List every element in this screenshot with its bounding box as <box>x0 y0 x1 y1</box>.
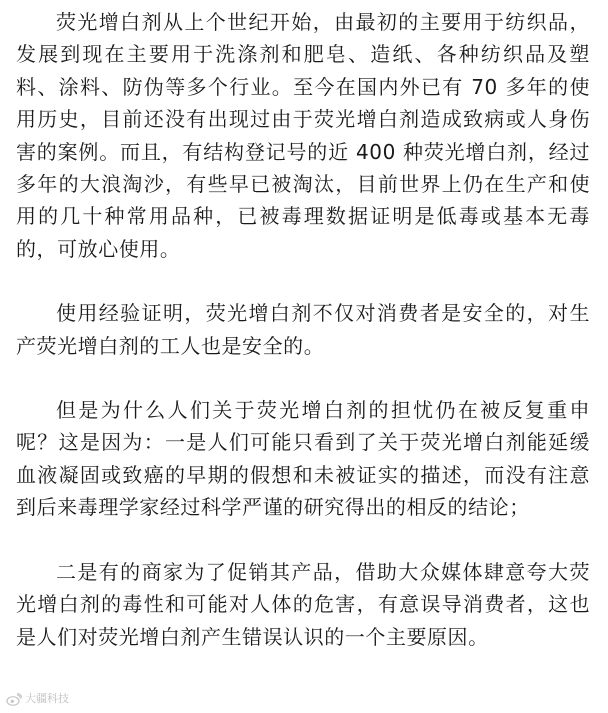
article-body <box>16 6 590 653</box>
paragraph-history: 荧光增白剂从上个世纪开始，由最初的主要用于纺织品，发展到现在主要用于洗涤剂和肥皂、造纸、各种纺织品及塑料、涂料、防伪等多个行业。至今在国内外已有 70 多年的使用历史，目前还没有出现过由于荧光增白剂造成致病或人身伤害的案例。而且，有结构登记号的近 400 种荧光增白剂，经过多年的大浪淘沙，有些早已被淘汰，目前世界上仍在生产和使用的几十种常用品种，已被毒理数据证明是低毒或基本无毒的，可放心使用。 <box>16 10 590 261</box>
paragraph-safety: 使用经验证明，荧光增白剂不仅对消费者是安全的，对生产荧光增白剂的工人也是安全的。 <box>16 301 590 358</box>
watermark-text: 大疆科技 <box>25 692 69 705</box>
paragraph-concern-reason-two: 二是有的商家为了促销其产品，借助大众媒体肆意夸大荧光增白剂的毒性和可能对人体的危害，有意误导消费者，这也是人们对荧光增白剂产生错误认识的一个主要原因。 <box>16 559 590 649</box>
paragraph-concern-reason-one: 但是为什么人们关于荧光增白剂的担忧仍在被反复重申呢？这是因为：一是人们可能只看到了关于荧光增白剂能延缓血液凝固或致癌的早期的假想和未被证实的描述，而没有注意到后来毒理学家经过科学严谨的研究得出的相反的结论； <box>16 398 590 520</box>
weibo-logo-icon <box>6 693 22 706</box>
watermark <box>6 692 69 706</box>
